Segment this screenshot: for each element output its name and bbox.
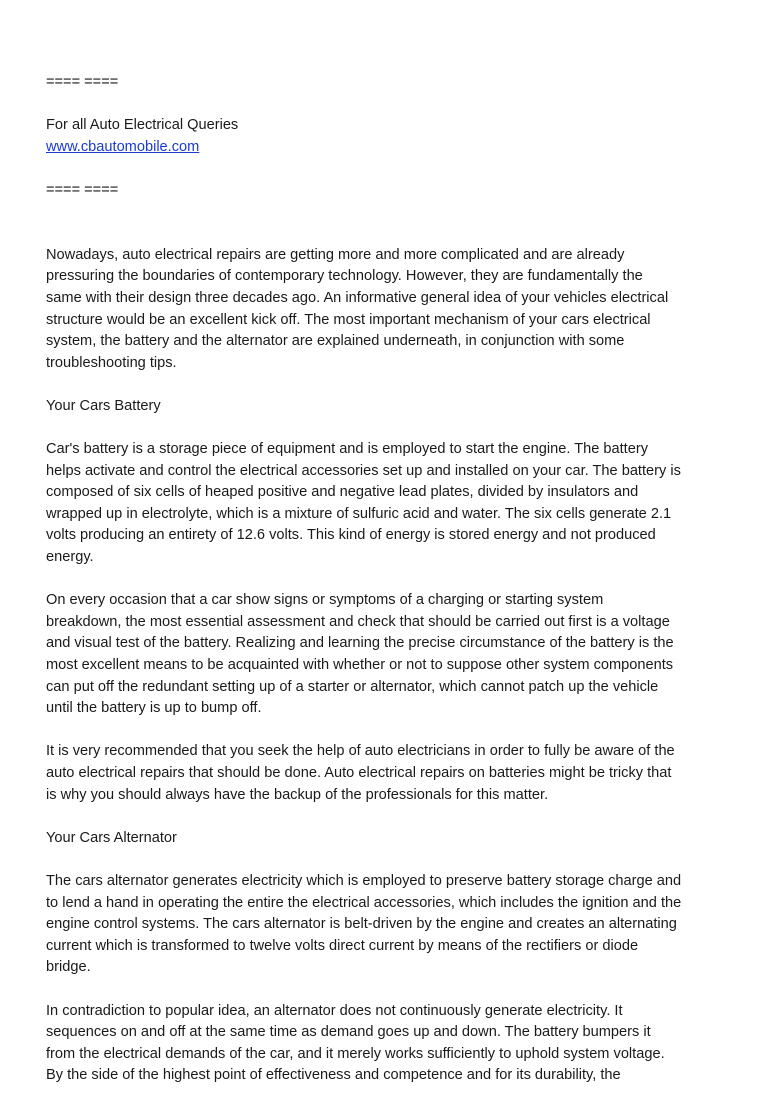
section-heading: Your Cars Battery [46, 397, 161, 414]
separator-line: ==== ==== [46, 74, 119, 90]
text-line: bridge. [46, 959, 91, 976]
blank-line [46, 223, 726, 245]
text-line: auto electrical repairs that should be done. Auto electrical repairs on batteries might be tricky that [46, 765, 672, 781]
text-line: current which is transformed to twelve volts direct current by means of the rectifiers or diode [46, 937, 639, 954]
text-line: structure would be an excellent kick off. The most important mechanism of your cars electrical [46, 311, 651, 328]
text-line: breakdown, the most essential assessment and check that should be carried out first is a voltage [46, 613, 670, 630]
battery-paragraph-1 [46, 439, 726, 569]
text-line: volts producing an entirety of 12.6 volts. This kind of energy is stored energy and not produced [46, 527, 656, 544]
text-line: helps activate and control the electrical accessories set up and installed on your car. The battery is [46, 462, 681, 479]
text-line: energy. [46, 549, 94, 566]
text-line: By the side of the highest point of effectiveness and competence and for its durability, the [46, 1067, 621, 1084]
intro-paragraph [46, 245, 726, 375]
separator-top [46, 72, 726, 94]
text-line: can put off the redundant setting up of a starter or alternator, which cannot patch up the vehicle [46, 678, 659, 695]
queries-label: For all Auto Electrical Queries [46, 117, 239, 134]
text-line: The cars alternator generates electricity which is employed to preserve battery storage charge and [46, 872, 682, 889]
text-line: and visual test of the battery. Realizing and learning the precise circumstance of the battery is the [46, 635, 674, 652]
battery-paragraph-2 [46, 590, 726, 720]
separator-bottom [46, 180, 726, 202]
text-line: until the battery is up to bump off. [46, 700, 262, 717]
text-line: from the electrical demands of the car, and it merely works sufficiently to uphold system voltage. [46, 1045, 665, 1062]
alternator-heading [46, 828, 726, 850]
text-line: It is very recommended that you seek the help of auto electricians in order to fully be aware of the [46, 743, 675, 760]
text-line: most excellent means to be acquainted with whether or not to suppose other system components [46, 657, 674, 674]
text-line: Car's battery is a storage piece of equipment and is employed to start the engine. The battery [46, 441, 649, 458]
separator-line: ==== ==== [46, 181, 119, 198]
battery-paragraph-3 [46, 741, 726, 806]
text-line: Nowadays, auto electrical repairs are getting more and more complicated and are already [46, 246, 625, 263]
battery-heading [46, 396, 726, 418]
text-line: sequences on and off at the same time as demand goes up and down. The battery bumpers it [46, 1024, 651, 1041]
text-line: engine control systems. The cars alternator is belt-driven by the engine and creates an alternating [46, 916, 677, 933]
text-line: In contradiction to popular idea, an alternator does not continuously generate electricity. It [46, 1002, 623, 1019]
text-line: troubleshooting tips. [46, 354, 177, 371]
section-heading: Your Cars Alternator [46, 829, 177, 846]
text-line: to lend a hand in operating the entire the electrical accessories, which includes the ignition and the [46, 894, 682, 911]
text-line: system, the battery and the alternator are explained underneath, in conjunction with some [46, 333, 625, 350]
text-line: On every occasion that a car show signs or symptoms of a charging or starting system [46, 592, 604, 609]
document-body [46, 72, 726, 1109]
text-line: composed of six cells of heaped positive and negative lead plates, divided by insulators and [46, 484, 639, 501]
text-line: pressuring the boundaries of contemporary technology. However, they are fundamentally the [46, 268, 643, 285]
website-link[interactable]: www.cbautomobile.com [46, 138, 200, 155]
text-line: same with their design three decades ago. An informative general idea of your vehicles electrical [46, 289, 669, 306]
text-line: wrapped up in electrolyte, which is a mixture of sulfuric acid and water. The six cells generate 2.1 [46, 505, 672, 522]
alternator-paragraph-2 [46, 1001, 726, 1087]
queries-block [46, 115, 726, 158]
text-line: is why you should always have the backup of the professionals for this matter. [46, 786, 549, 803]
alternator-paragraph-1 [46, 871, 726, 979]
